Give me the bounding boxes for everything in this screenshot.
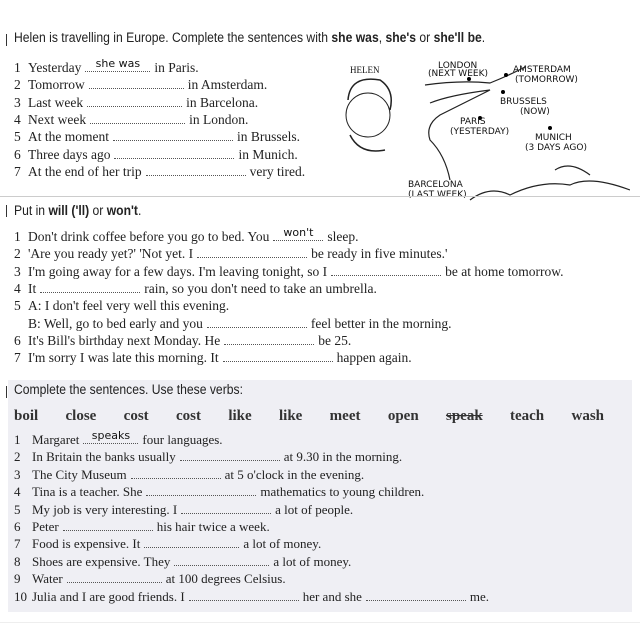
answer-blank[interactable] (366, 590, 466, 601)
sentence-text: feel better in the morning. (310, 315, 452, 331)
sentence-text: A: I don't feel very well this evening. (28, 298, 230, 314)
sentence-line (14, 147, 298, 163)
verb-item: wash (571, 408, 604, 424)
verb-item: like (279, 408, 303, 424)
line-number: 2 (14, 449, 21, 465)
sentence-text: Water (32, 571, 63, 587)
answer-blank[interactable] (40, 282, 140, 293)
line-number: 5 (14, 298, 21, 314)
answer-blank[interactable] (144, 537, 239, 548)
line-number: 8 (14, 553, 21, 569)
sentence-text: in Amsterdam. (187, 77, 268, 93)
line-number: 7 (14, 350, 21, 366)
answer-blank[interactable] (223, 351, 333, 362)
sentence-text: Three days ago (28, 146, 111, 162)
answer-blank[interactable] (331, 265, 441, 276)
sentence-text: a lot of people. (275, 501, 354, 517)
sentence-text: me. (469, 588, 490, 604)
sentence-text: be at home tomorrow. (445, 263, 564, 279)
sentence-text: in Brussels. (237, 129, 301, 145)
verb-item: teach (510, 408, 545, 424)
verb-item: boil (14, 408, 39, 424)
sentence-line (14, 484, 424, 500)
sentence-line (14, 429, 223, 448)
sentence-text: at 100 degrees Celsius. (165, 571, 286, 587)
map-label-munich-time: (3 DAYS AGO) (525, 143, 587, 153)
title-text: Helen is travelling in Europe. Complete the sentences with (14, 30, 332, 45)
sentence-text: be 25. (318, 332, 352, 348)
sentence-text: Tina is a teacher. She (32, 484, 143, 500)
line-number: 5 (14, 501, 21, 517)
exercise2-title (14, 203, 141, 218)
divider (0, 196, 640, 197)
sentence-line (14, 333, 351, 349)
line-number: 3 (14, 263, 21, 279)
verb-list (14, 408, 604, 425)
sentence-text: be ready in five minutes.' (311, 246, 448, 262)
map-label-brussels: BRUSSELS (500, 97, 547, 107)
sentence-text: a lot of money. (273, 553, 352, 569)
keyword: won't (106, 203, 138, 218)
sentence-text: At the moment (28, 129, 109, 145)
sentence-text: I'm going away for a few days. I'm leaving tonight, so I (28, 263, 328, 279)
sentence-line (14, 164, 305, 180)
line-number: 4 (14, 111, 21, 127)
section-marker (6, 205, 11, 217)
title-text: Put in (14, 203, 49, 218)
verb-item: like (228, 408, 252, 424)
sentence-line (14, 226, 359, 245)
answer-blank[interactable] (146, 165, 246, 176)
answer-blank[interactable] (180, 450, 280, 461)
sentence-line (14, 502, 353, 518)
line-number: 6 (14, 332, 21, 348)
sentence-text: in Munich. (238, 146, 298, 162)
sentence-text: her and she (302, 588, 362, 604)
sentence-text: in London. (189, 111, 249, 127)
map-label-paris-time: (YESTERDAY) (450, 127, 510, 137)
verb-item: close (65, 408, 97, 424)
sentence-line (14, 281, 377, 297)
line-number: 3 (14, 466, 21, 482)
title-text: , (378, 30, 386, 45)
sentence-text: sleep. (327, 229, 359, 244)
title-text: or (89, 203, 107, 218)
answer-text: speaks (91, 429, 131, 442)
sentence-text: rain, so you don't need to take an umbrella. (144, 280, 377, 296)
verb-item: cost (176, 408, 201, 424)
section-marker (6, 34, 11, 46)
europe-map (330, 55, 630, 205)
line-number: 4 (14, 280, 21, 296)
line-number: 2 (14, 77, 21, 93)
answer-blank[interactable] (174, 555, 269, 566)
sentence-text: Shoes are expensive. They (32, 553, 171, 569)
line-number: 1 (14, 432, 21, 447)
line-number: 7 (14, 536, 21, 552)
divider (0, 622, 640, 623)
answer-blank[interactable] (181, 503, 271, 514)
sentence-text: a lot of money. (243, 536, 322, 552)
sentence-text: mathematics to young children. (260, 484, 425, 500)
line-number: 9 (14, 571, 21, 587)
sentence-text: Tomorrow (28, 77, 85, 93)
sentence-text: Don't drink coffee before you go to bed. You (28, 229, 270, 244)
verb-item: cost (123, 408, 149, 424)
sentence-text: In Britain the banks usually (32, 449, 176, 465)
sentence-text: At the end of her trip (28, 163, 142, 179)
sentence-text: in Barcelona. (186, 94, 259, 110)
sentence-text: four languages. (142, 432, 223, 447)
map-label-london-time: (NEXT WEEK) (428, 69, 488, 79)
verb-item: meet (329, 408, 361, 424)
answer-text: won't (283, 226, 314, 239)
sentence-text: very tired. (249, 163, 306, 179)
sentence-text: Margaret (32, 432, 80, 447)
line-number: 6 (14, 519, 21, 534)
sentence-line (14, 246, 447, 262)
keyword: she'll be (433, 30, 482, 45)
map-label-london: LONDON (438, 61, 478, 71)
section-marker (6, 386, 11, 398)
line-number: 1 (14, 229, 21, 244)
sentence-text: at 9.30 in the morning. (283, 449, 403, 465)
sentence-line (14, 449, 402, 465)
answer-blank[interactable] (189, 590, 299, 601)
line-number: 10 (14, 588, 27, 604)
line-number: 1 (14, 60, 21, 75)
sentence-line (14, 77, 267, 93)
sentence-text: Last week (28, 94, 84, 110)
sentence-line (14, 129, 300, 145)
sentence-text: Yesterday (28, 60, 82, 75)
map-label-barcelona-time: (LAST WEEK) (408, 190, 467, 200)
sentence-text: I'm sorry I was late this morning. It (28, 350, 219, 366)
answer-text: she was (95, 57, 141, 70)
map-label-helen: HELEN (350, 65, 380, 75)
answer-blank[interactable] (273, 226, 323, 241)
sentence-text: The City Museum (32, 466, 127, 482)
exercise3-title: Complete the sentences. Use these verbs: (14, 382, 243, 397)
title-text: . (481, 30, 486, 45)
verb-item: speak (445, 408, 483, 424)
line-number: 4 (14, 484, 21, 500)
sentence-line (14, 554, 351, 570)
line-number: 2 (14, 246, 21, 262)
sentence-line (14, 350, 412, 366)
sentence-line (14, 57, 199, 76)
sentence-line (14, 316, 451, 332)
map-label-munich: MUNICH (535, 133, 572, 143)
keyword: she was (331, 30, 379, 45)
sentence-line (14, 112, 248, 128)
sentence-line (14, 95, 258, 111)
answer-blank[interactable] (207, 317, 307, 328)
answer-blank[interactable] (224, 334, 314, 345)
sentence-text: happen again. (336, 350, 412, 366)
line-number: 6 (14, 146, 21, 162)
sentence-line (14, 264, 564, 280)
title-text: or (416, 30, 434, 45)
sentence-text: his hair twice a week. (156, 519, 270, 534)
answer-blank[interactable] (146, 485, 256, 496)
map-label-barcelona: BARCELONA (408, 180, 463, 190)
answer-blank[interactable] (114, 148, 234, 159)
sentence-text: It's Bill's birthday next Monday. He (28, 332, 221, 348)
answer-blank[interactable] (131, 468, 221, 479)
line-number: 5 (14, 129, 21, 145)
sentence-line (14, 571, 286, 587)
answer-blank[interactable] (83, 429, 138, 444)
sentence-text: It (28, 280, 37, 296)
sentence-text: 'Are you ready yet?' 'Not yet. I (28, 246, 194, 262)
sentence-line (14, 519, 270, 535)
sentence-text: Peter (32, 519, 59, 534)
keyword: will ('ll) (48, 203, 90, 218)
sentence-line (14, 298, 229, 314)
keyword: she's (385, 30, 417, 45)
line-number: 7 (14, 163, 21, 179)
answer-blank[interactable] (67, 572, 162, 583)
answer-blank[interactable] (113, 130, 233, 141)
map-label-brussels-time: (NOW) (520, 107, 550, 117)
verb-item: open (387, 408, 419, 424)
sentence-line (14, 536, 321, 552)
answer-blank[interactable] (197, 247, 307, 258)
sentence-text: My job is very interesting. I (32, 501, 178, 517)
exercise1-title (14, 30, 518, 45)
title-text: . (137, 203, 142, 218)
map-label-amsterdam: AMSTERDAM (513, 65, 571, 75)
map-label-amsterdam-time: (TOMORROW) (515, 75, 578, 85)
answer-blank[interactable] (90, 113, 185, 124)
answer-blank[interactable] (85, 57, 150, 72)
answer-blank[interactable] (63, 520, 153, 531)
sentence-text: Food is expensive. It (32, 536, 141, 552)
line-number: 3 (14, 94, 21, 110)
answer-blank[interactable] (89, 78, 184, 89)
map-label-paris: PARIS (460, 117, 486, 127)
sentence-text: Next week (28, 111, 87, 127)
sentence-text: at 5 o'clock in the evening. (224, 466, 365, 482)
sentence-text: in Paris. (154, 60, 199, 75)
sentence-text: Julia and I are good friends. I (32, 588, 185, 604)
sentence-text: B: Well, go to bed early and you (28, 315, 203, 331)
sentence-line (14, 589, 489, 605)
sentence-line (14, 467, 364, 483)
answer-blank[interactable] (87, 96, 182, 107)
